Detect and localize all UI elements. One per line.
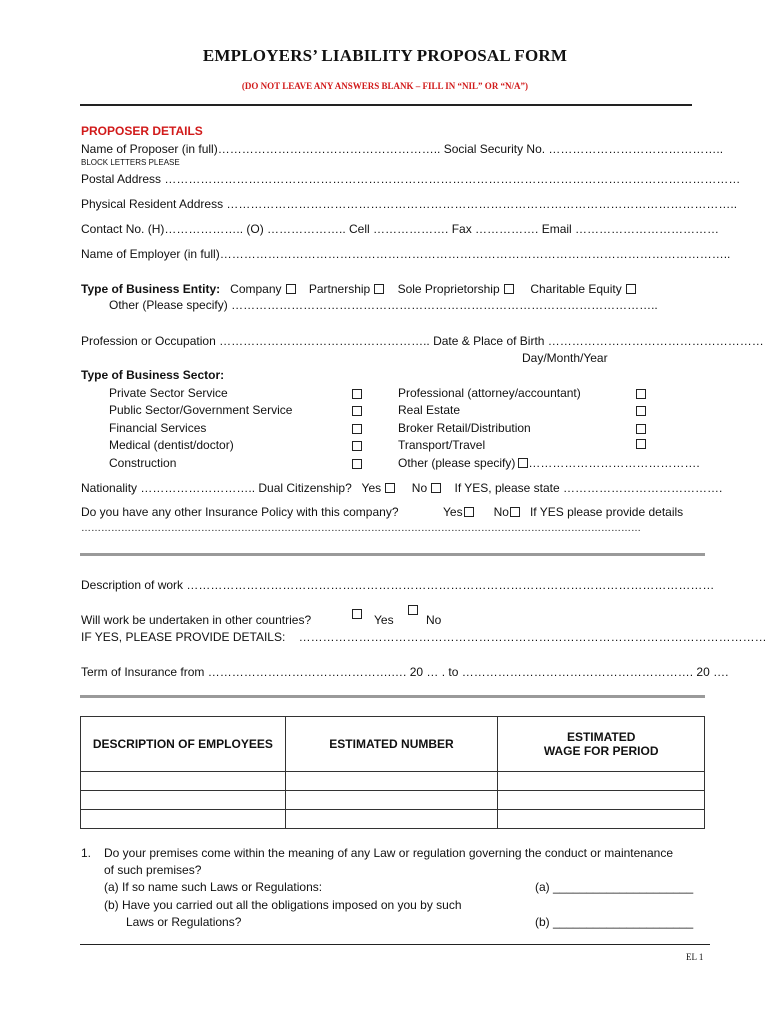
entity-company-label: Company bbox=[230, 282, 282, 296]
business-entity-label: Type of Business Entity bbox=[81, 282, 217, 296]
table-cell[interactable] bbox=[285, 810, 498, 829]
other-insurance-no-checkbox[interactable] bbox=[510, 507, 520, 517]
sector-transport-checkbox[interactable] bbox=[636, 439, 646, 449]
table-row bbox=[81, 772, 705, 791]
table-cell[interactable] bbox=[81, 810, 286, 829]
sector-public-checkbox[interactable] bbox=[352, 406, 362, 416]
sector-financial-checkbox[interactable] bbox=[352, 424, 362, 434]
form-code: EL 1 bbox=[686, 952, 704, 962]
other-insurance-yes-label: Yes bbox=[443, 505, 463, 519]
employees-table bbox=[80, 716, 705, 829]
work-description-field[interactable]: Description of work …………………………………………………………………………………………………………………… bbox=[81, 578, 715, 592]
sector-real-estate-checkbox[interactable] bbox=[636, 406, 646, 416]
nationality-row bbox=[81, 481, 722, 495]
table-row bbox=[81, 791, 705, 810]
insurance-term-field[interactable]: Term of Insurance from ……………………………………….…. 20 … . to …………………………………………………. 20 …. bbox=[81, 665, 729, 679]
col-header-description: DESCRIPTION OF EMPLOYEES bbox=[81, 717, 286, 772]
other-countries-no-label: No bbox=[426, 613, 442, 627]
other-countries-yes-label: Yes bbox=[374, 613, 394, 627]
other-insurance-details-field[interactable]: …………………………………………………………………………………………………………………………………………………… bbox=[81, 523, 641, 534]
table-cell[interactable] bbox=[285, 772, 498, 791]
sector-construction-checkbox[interactable] bbox=[352, 459, 362, 469]
sector-medical-checkbox[interactable] bbox=[352, 441, 362, 451]
other-countries-no-checkbox[interactable] bbox=[408, 605, 418, 615]
question-1a-answer[interactable]: (a) _____________________ bbox=[535, 880, 694, 894]
entity-other-label: Other (Please specify) bbox=[109, 298, 228, 312]
entity-sole-proprietorship-checkbox[interactable] bbox=[504, 284, 514, 294]
entity-sole-proprietorship-label: Sole Proprietorship bbox=[397, 282, 500, 296]
other-insurance-details-label: If YES please provide details bbox=[529, 505, 684, 519]
other-insurance-yes-checkbox[interactable] bbox=[464, 507, 474, 517]
sector-private-label: Private Sector Service bbox=[109, 386, 228, 400]
entity-charitable-equity-label: Charitable Equity bbox=[530, 282, 622, 296]
other-countries-details-label: IF YES, PLEASE PROVIDE DETAILS: bbox=[81, 630, 286, 644]
employer-name-field[interactable]: Name of Employer (in full)……………………………………………………………………………………………………………….. bbox=[81, 247, 731, 261]
dob-format-hint: Day/Month/Year bbox=[522, 351, 608, 365]
proposer-heading: PROPOSER DETAILS bbox=[81, 124, 203, 138]
question-1-text-cont: of such premises? bbox=[104, 863, 202, 877]
business-entity-row: Type of Business Entity: Company Partnership Sole Proprietorship Charitable Equity bbox=[81, 282, 636, 296]
sector-public-label: Public Sector/Government Service bbox=[109, 403, 293, 417]
dual-citizenship-yes-label: Yes bbox=[361, 481, 382, 495]
question-1-number: 1. bbox=[81, 846, 92, 860]
other-insurance-question: Do you have any other Insurance Policy with this company? bbox=[81, 505, 399, 519]
other-countries-details-row bbox=[81, 630, 767, 644]
physical-address-field[interactable]: Physical Resident Address ……………………………………………………………………………………………………………….. bbox=[81, 197, 738, 211]
header-divider bbox=[80, 104, 692, 106]
question-1b-text-cont: Laws or Regulations? bbox=[126, 915, 242, 929]
table-cell[interactable] bbox=[81, 772, 286, 791]
col-header-wage: ESTIMATED WAGE FOR PERIOD bbox=[498, 717, 705, 772]
entity-other-field[interactable]: …………………………………………………………………………………………….. bbox=[231, 298, 658, 312]
question-1b-text: (b) Have you carried out all the obligations imposed on you by such bbox=[104, 898, 462, 912]
question-1b-answer[interactable]: (b) _____________________ bbox=[535, 915, 694, 929]
entity-partnership-checkbox[interactable] bbox=[374, 284, 384, 294]
other-insurance-no-label: No bbox=[493, 505, 509, 519]
sector-transport-label: Transport/Travel bbox=[398, 438, 486, 452]
section-divider bbox=[80, 695, 705, 698]
sector-financial-label: Financial Services bbox=[109, 421, 207, 435]
table-cell[interactable] bbox=[498, 772, 705, 791]
table-cell[interactable] bbox=[498, 791, 705, 810]
table-cell[interactable] bbox=[285, 791, 498, 810]
contact-field[interactable]: Contact No. (H)……………….. (O) ……………….. Cell ………………. Fax ……………. Email ……………………………… bbox=[81, 222, 720, 236]
form-title: EMPLOYERS’ LIABILITY PROPOSAL FORM bbox=[202, 46, 568, 65]
dual-citizenship-no-label: No bbox=[411, 481, 428, 495]
sector-professional-checkbox[interactable] bbox=[636, 389, 646, 399]
dual-citizenship-details-field[interactable]: If YES, please state …………………………………. bbox=[454, 481, 723, 495]
entity-charitable-equity-checkbox[interactable] bbox=[626, 284, 636, 294]
sector-private-checkbox[interactable] bbox=[352, 389, 362, 399]
business-sector-label: Type of Business Sector: bbox=[81, 368, 225, 382]
postal-address-field[interactable]: Postal Address ……………………………………………………………………………………………………………………………… bbox=[81, 172, 741, 186]
table-cell[interactable] bbox=[81, 791, 286, 810]
question-1-text: Do your premises come within the meaning of any Law or regulation governing the conduct or maintenance bbox=[104, 846, 673, 860]
section-divider bbox=[80, 553, 705, 556]
table-row bbox=[81, 810, 705, 829]
sector-real-estate-label: Real Estate bbox=[398, 403, 461, 417]
dual-citizenship-no-checkbox[interactable] bbox=[431, 483, 441, 493]
dual-citizenship-yes-checkbox[interactable] bbox=[385, 483, 395, 493]
other-countries-yes-checkbox[interactable] bbox=[352, 609, 362, 619]
question-1a-text: (a) If so name such Laws or Regulations: bbox=[104, 880, 323, 894]
block-letters-note: BLOCK LETTERS PLEASE bbox=[81, 158, 180, 167]
sector-broker-checkbox[interactable] bbox=[636, 424, 646, 434]
other-countries-question: Will work be undertaken in other countries? bbox=[81, 613, 312, 627]
table-cell[interactable] bbox=[498, 810, 705, 829]
sector-other-label: Other (please specify) bbox=[398, 456, 516, 470]
entity-other-row bbox=[109, 298, 658, 312]
entity-company-checkbox[interactable] bbox=[286, 284, 296, 294]
other-insurance-options bbox=[443, 505, 683, 519]
nationality-field[interactable]: Nationality ……………………….. Dual Citizenship? bbox=[81, 481, 352, 495]
other-countries-details-field[interactable]: ……………………………………………………………………………………………………… bbox=[298, 630, 767, 644]
proposer-name-field[interactable]: Name of Proposer (in full)……………………………………………….. Social Security No. …………………………………….. bbox=[81, 142, 724, 156]
sector-other-field[interactable]: ……………………………………. bbox=[528, 456, 700, 470]
footer-divider bbox=[80, 944, 710, 945]
col-header-number: ESTIMATED NUMBER bbox=[285, 717, 498, 772]
sector-medical-label: Medical (dentist/doctor) bbox=[109, 438, 234, 452]
sector-professional-label: Professional (attorney/accountant) bbox=[398, 386, 581, 400]
sector-other-checkbox[interactable] bbox=[518, 458, 528, 468]
profession-dob-field[interactable]: Profession or Occupation …………………………………………….. Date & Place of Birth ……………………………………………… bbox=[81, 334, 764, 348]
entity-partnership-label: Partnership bbox=[308, 282, 371, 296]
form-subtitle: (DO NOT LEAVE ANY ANSWERS BLANK – FILL IN “NIL” OR “N/A”) bbox=[241, 81, 529, 91]
sector-other-row bbox=[398, 456, 700, 470]
sector-broker-label: Broker Retail/Distribution bbox=[398, 421, 531, 435]
sector-construction-label: Construction bbox=[109, 456, 177, 470]
table-header-row bbox=[81, 717, 705, 772]
